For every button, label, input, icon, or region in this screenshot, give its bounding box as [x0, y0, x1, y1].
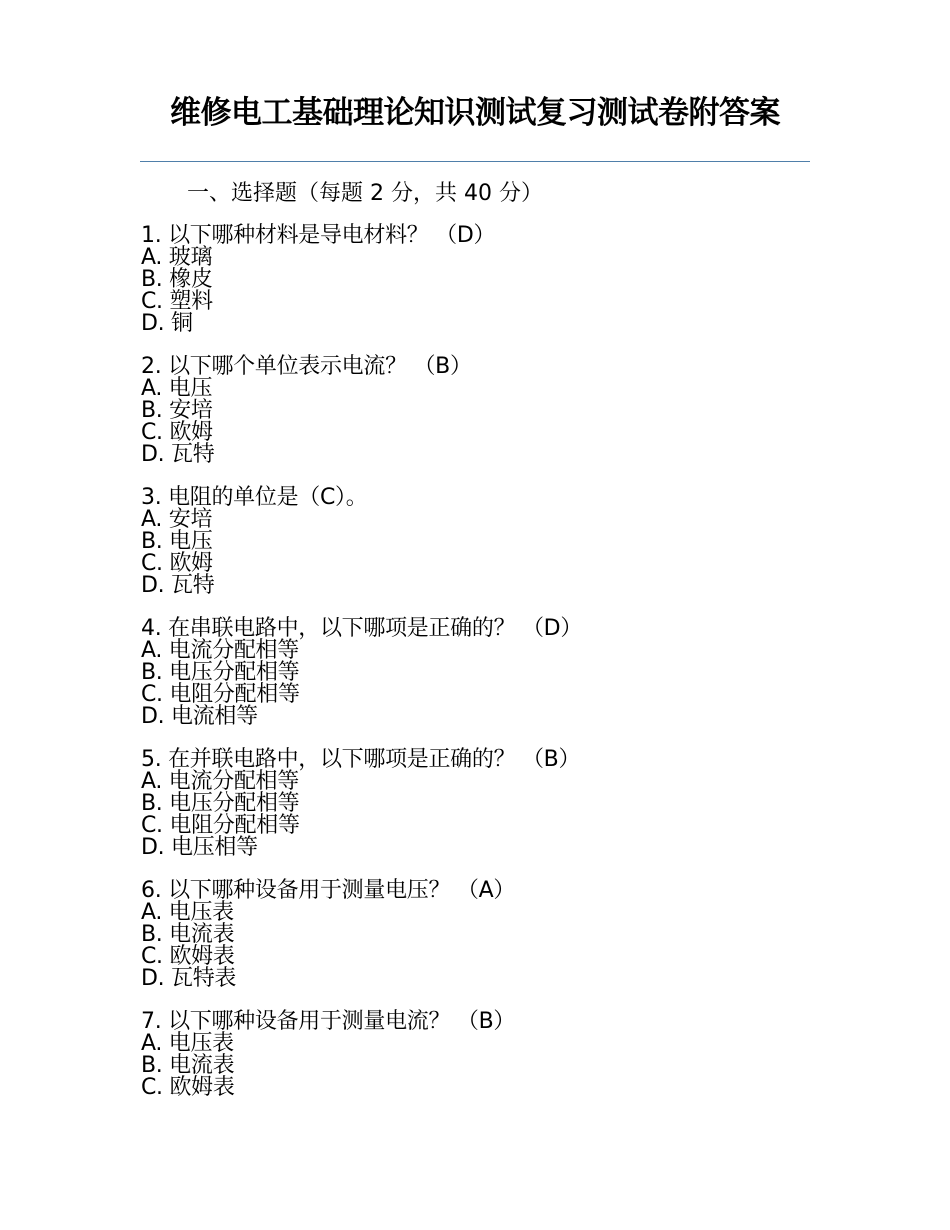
question-list [141, 225, 821, 1120]
question-text: 4. 在串联电路中，以下哪项是正确的？ （D） [141, 616, 583, 641]
option-a: A. 电流分配相等 [141, 769, 299, 794]
question-text: 5. 在并联电路中，以下哪项是正确的？ （B） [141, 747, 581, 772]
option-c: C. 电阻分配相等 [141, 682, 300, 707]
option-d: D. 电压相等 [141, 835, 258, 860]
option-b: B. 电压分配相等 [141, 791, 300, 816]
question-7 [141, 1011, 821, 1099]
option-c: C. 欧姆 [141, 420, 213, 445]
option-a: A. 玻璃 [141, 245, 213, 270]
option-d: D. 瓦特表 [141, 966, 237, 991]
option-a: A. 安培 [141, 507, 213, 532]
option-b: B. 安培 [141, 398, 213, 423]
question-4 [141, 618, 821, 728]
question-text: 2. 以下哪个单位表示电流？ （B） [141, 354, 472, 379]
title-divider [140, 161, 810, 162]
question-5 [141, 749, 821, 859]
question-3 [141, 487, 821, 597]
option-b: B. 电压分配相等 [141, 660, 300, 685]
option-a: A. 电流分配相等 [141, 638, 299, 663]
option-d: D. 瓦特 [141, 442, 215, 467]
question-text: 7. 以下哪种设备用于测量电流？ （B） [141, 1009, 516, 1034]
question-text: 1. 以下哪种材料是导电材料？ （D） [141, 223, 496, 248]
option-d: D. 铜 [141, 311, 193, 336]
option-a: A. 电压表 [141, 1031, 234, 1056]
section-heading: 一、选择题（每题 2 分，共 40 分） [187, 181, 543, 206]
document-title: 维修电工基础理论知识测试复习测试卷附答案 [170, 95, 780, 131]
option-c: C. 欧姆表 [141, 1075, 235, 1100]
option-d: D. 瓦特 [141, 573, 215, 598]
option-c: C. 电阻分配相等 [141, 813, 300, 838]
option-b: B. 电流表 [141, 1053, 235, 1078]
question-2 [141, 356, 821, 466]
option-b: B. 橡皮 [141, 267, 213, 292]
option-d: D. 电流相等 [141, 704, 258, 729]
question-6 [141, 880, 821, 990]
option-b: B. 电压 [141, 529, 213, 554]
option-c: C. 塑料 [141, 289, 213, 314]
question-text: 3. 电阻的单位是（C）。 [141, 485, 368, 510]
option-c: C. 欧姆 [141, 551, 213, 576]
option-a: A. 电压 [141, 376, 213, 401]
question-1 [141, 225, 821, 335]
option-a: A. 电压表 [141, 900, 234, 925]
option-c: C. 欧姆表 [141, 944, 235, 969]
option-b: B. 电流表 [141, 922, 235, 947]
question-text: 6. 以下哪种设备用于测量电压？ （A） [141, 878, 516, 903]
